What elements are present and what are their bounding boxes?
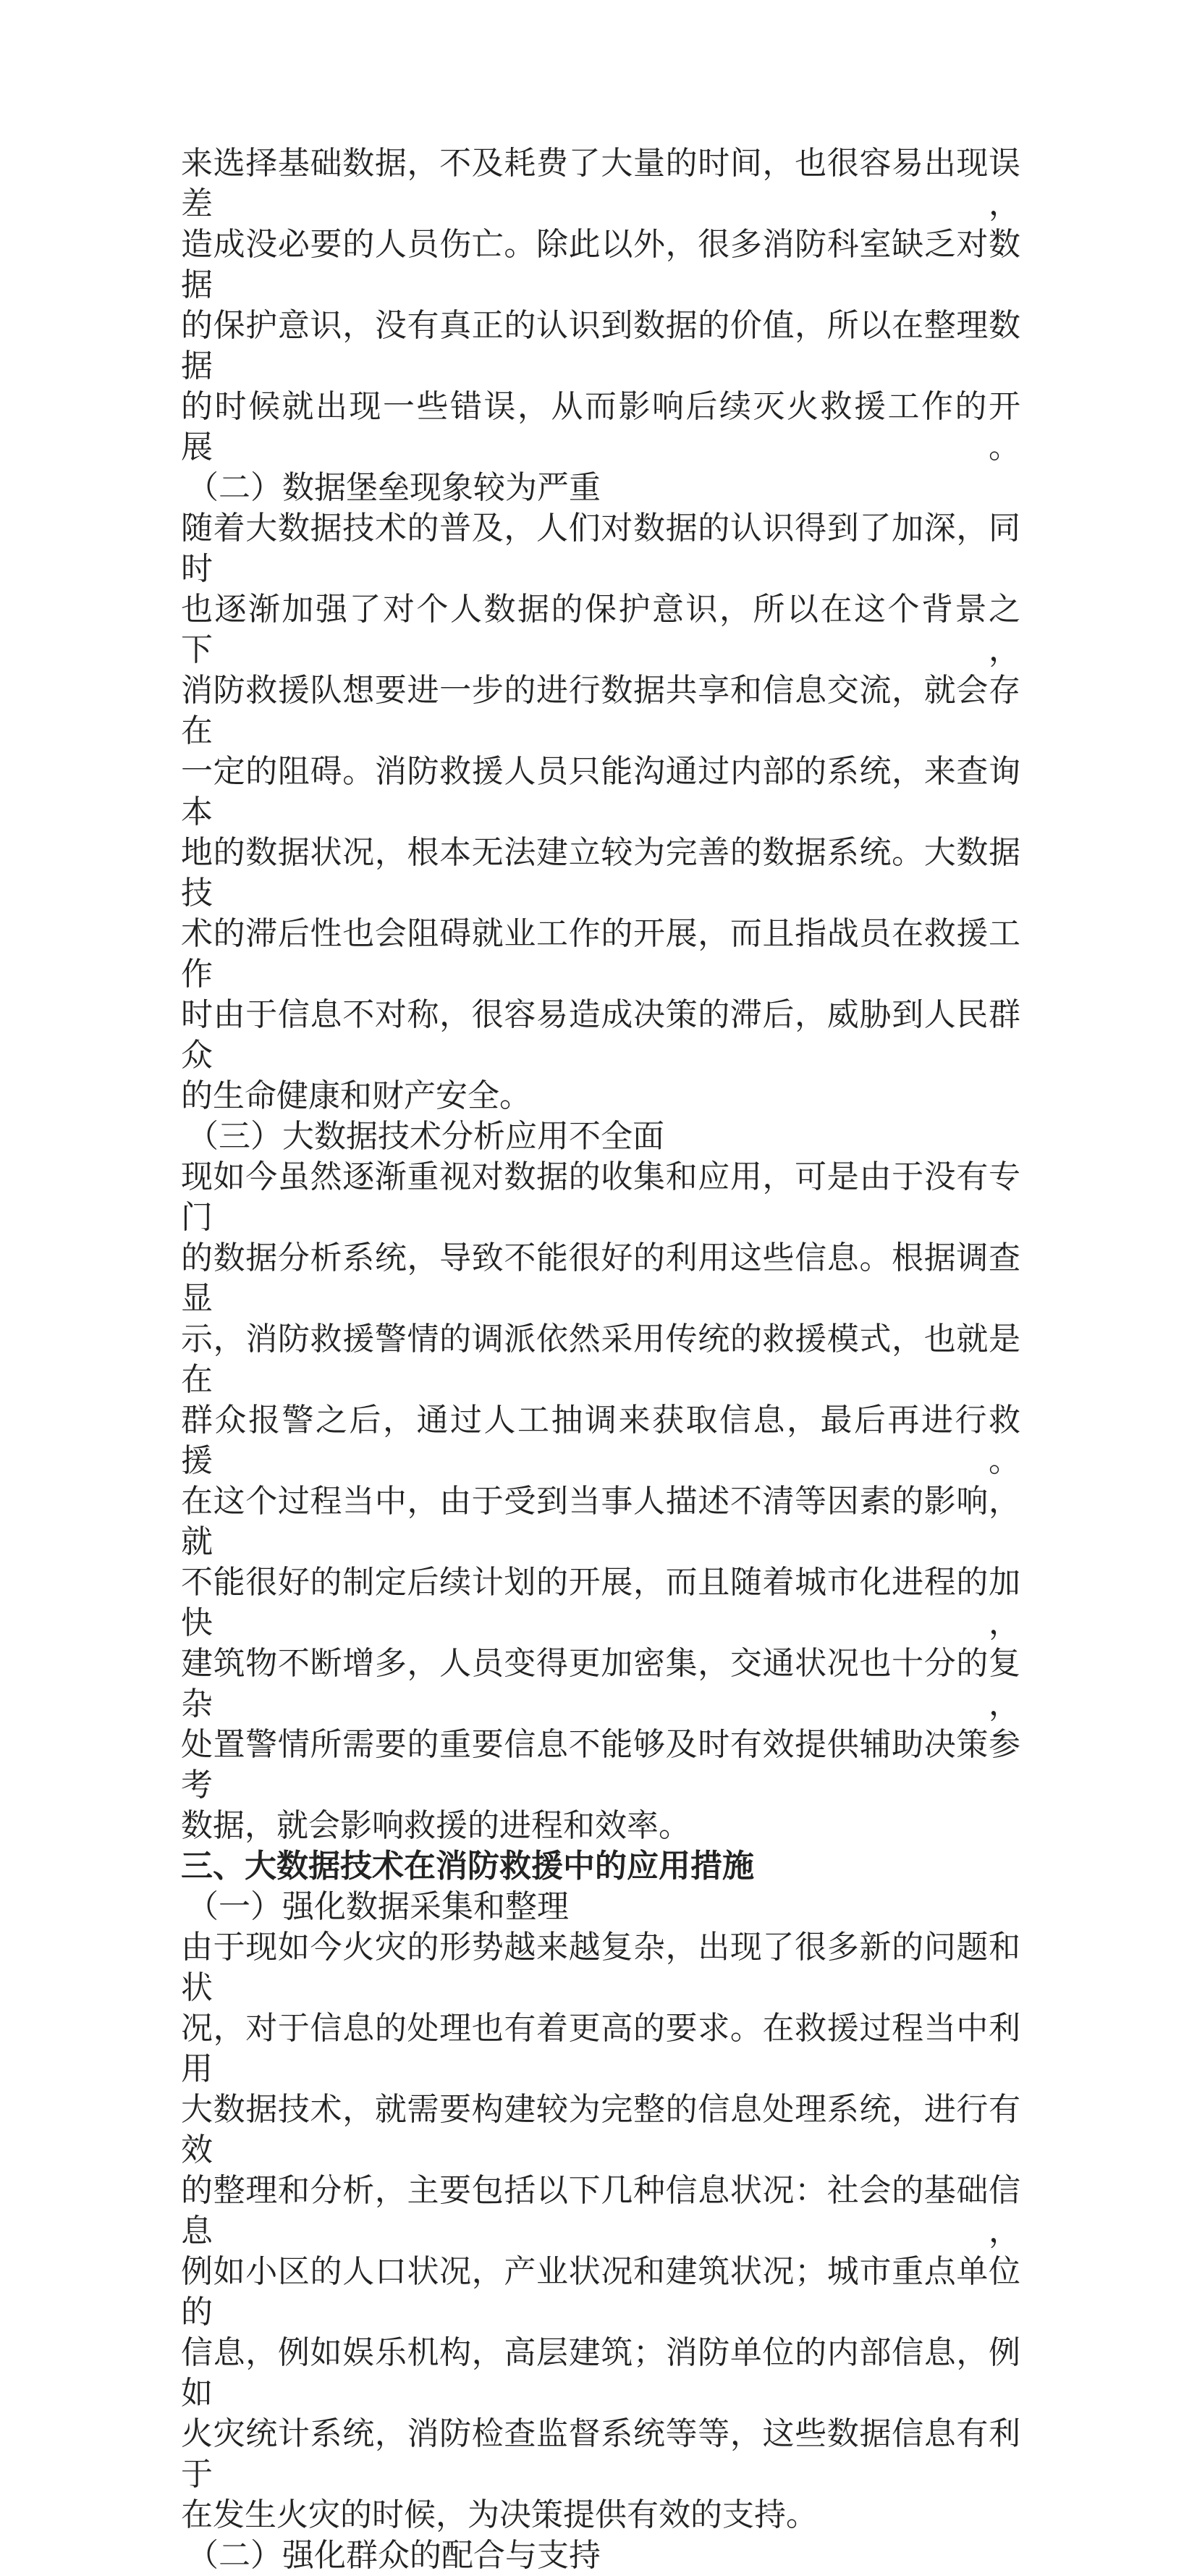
- text-line: 数据，就会影响救援的进程和效率。: [181, 1807, 690, 1844]
- text-line: 随着大数据技术的普及，人们对数据的认识得到了加深，同时: [181, 510, 1020, 587]
- text-line: 例如小区的人口状况，产业状况和建筑状况；城市重点单位的: [181, 2253, 1020, 2331]
- subheading-data-barrier: （二）数据堡垒现象较为严重: [187, 469, 601, 506]
- text-line: 信息，例如娱乐机构，高层建筑；消防单位的内部信息，例如: [181, 2334, 1020, 2412]
- text-line: 地的数据状况，根本无法建立较为完善的数据系统。大数据技: [181, 834, 1020, 912]
- text-line: 建筑物不断增多，人员变得更加密集，交通状况也十分的复杂，: [181, 1645, 1020, 1722]
- text-line: 由于现如今火灾的形势越来越复杂，出现了很多新的问题和状: [181, 1929, 1020, 2006]
- text-line: 的整理和分析，主要包括以下几种信息状况：社会的基础信息，: [181, 2172, 1020, 2249]
- text-line: 现如今虽然逐渐重视对数据的收集和应用，可是由于没有专门: [181, 1158, 1020, 1236]
- paragraph-analysis-incomplete: [181, 1157, 1020, 1846]
- text-line: 况，对于信息的处理也有着更高的要求。在救援过程当中利用: [181, 2010, 1020, 2087]
- text-line: 的保护意识，没有真正的认识到数据的价值，所以在整理数据: [181, 307, 1020, 384]
- subheading-analysis-incomplete: （三）大数据技术分析应用不全面: [187, 1118, 664, 1155]
- text-line: 消防救援队想要进一步的进行数据共享和信息交流，就会存在: [181, 672, 1020, 749]
- text-line: 造成没必要的人员伤亡。除此以外，很多消防科室缺乏对数据: [181, 226, 1020, 303]
- document-page: [181, 143, 1020, 2576]
- text-line: 在这个过程当中，由于受到当事人描述不清等因素的影响，就: [181, 1483, 1020, 1560]
- text-line: 术的滞后性也会阻碍就业工作的开展，而且指战员在救援工作: [181, 915, 1020, 993]
- text-line: 的数据分析系统，导致不能很好的利用这些信息。根据调查显: [181, 1239, 1020, 1317]
- text-line: 来选择基础数据，不及耗费了大量的时间，也很容易出现误差，: [181, 145, 1020, 222]
- text-line: 也逐渐加强了对个人数据的保护意识，所以在这个背景之下，: [181, 591, 1020, 668]
- text-line: 一定的阻碍。消防救援人员只能沟通过内部的系统，来查询本: [181, 753, 1020, 830]
- text-line: 大数据技术，就需要构建较为完整的信息处理系统，进行有效: [181, 2091, 1020, 2168]
- text-line: 的时候就出现一些错误，从而影响后续灭火救援工作的开展。: [181, 388, 1020, 466]
- text-line: 处置警情所需要的重要信息不能够及时有效提供辅助决策参考: [181, 1726, 1020, 1803]
- text-line: 时由于信息不对称，很容易造成决策的滞后，威胁到人民群众: [181, 996, 1020, 1074]
- subheading-public-support: （二）强化群众的配合与支持: [187, 2537, 601, 2574]
- subheading-strengthen-collection: （一）强化数据采集和整理: [187, 1888, 569, 1925]
- paragraph-data-collection-issues: [181, 143, 1020, 468]
- text-line: 示，消防救援警情的调派依然采用传统的救援模式，也就是在: [181, 1321, 1020, 1398]
- paragraph-data-barrier: [181, 508, 1020, 1116]
- text-line: 在发生火灾的时候，为决策提供有效的支持。: [181, 2496, 818, 2533]
- section-heading-measures: 三、大数据技术在消防救援中的应用措施: [181, 1848, 754, 1885]
- paragraph-strengthen-collection: [181, 1927, 1020, 2535]
- text-line: 不能很好的制定后续计划的开展，而且随着城市化进程的加快，: [181, 1564, 1020, 1641]
- text-line: 群众报警之后，通过人工抽调来获取信息，最后再进行救援。: [181, 1402, 1020, 1479]
- text-line: 火灾统计系统，消防检查监督系统等等，这些数据信息有利于: [181, 2415, 1020, 2493]
- text-line: 的生命健康和财产安全。: [181, 1077, 531, 1114]
